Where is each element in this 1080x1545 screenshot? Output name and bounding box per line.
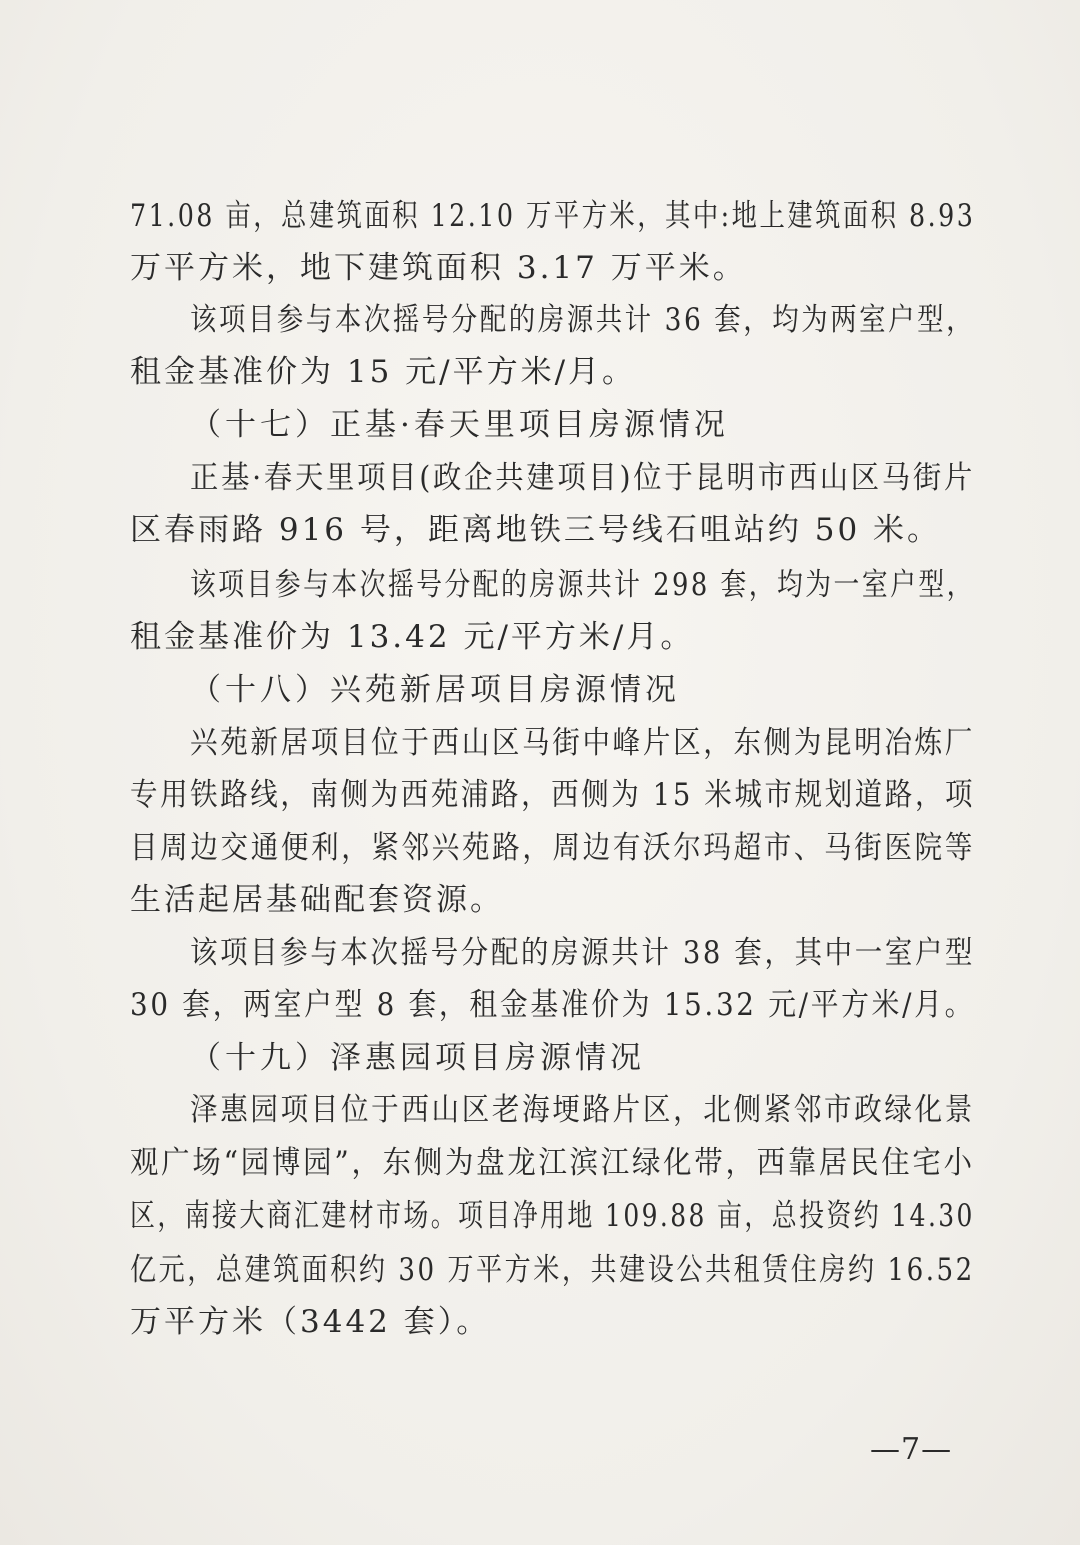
- page-number: —7—: [870, 1432, 953, 1467]
- text-line: 租金基准价为 15 元/平方米/月。: [130, 354, 637, 390]
- text-line: 亿元，总建筑面积约 30 万平方米，共建设公共租赁住房约 16.52: [130, 1252, 975, 1288]
- section-heading: （十七）正基·春天里项目房源情况: [190, 407, 729, 443]
- text-line: 租金基准价为 13.42 元/平方米/月。: [130, 619, 695, 655]
- section-heading: （十九）泽惠园项目房源情况: [190, 1040, 645, 1076]
- text-line: 区，南接大商汇建材市场。项目净用地 109.88 亩，总投资约 14.30: [130, 1198, 975, 1234]
- text-line: 万平方米，地下建筑面积 3.17 万平米。: [130, 250, 747, 286]
- text-line: 该项目参与本次摇号分配的房源共计 298 套，均为一室户型，: [190, 567, 975, 603]
- text-line: 71.08 亩，总建筑面积 12.10 万平方米，其中:地上建筑面积 8.93: [130, 198, 976, 234]
- text-line: 泽惠园项目位于西山区老海埂路片区，北侧紧邻市政绿化景: [190, 1092, 975, 1128]
- text-line: 万平方米（3442 套）。: [130, 1304, 491, 1340]
- text-line: 专用铁路线，南侧为西苑浦路，西侧为 15 米城市规划道路，项: [130, 777, 976, 813]
- text-line: 该项目参与本次摇号分配的房源共计 38 套，其中一室户型: [190, 935, 976, 971]
- section-heading: （十八）兴苑新居项目房源情况: [190, 672, 680, 708]
- text-line: 该项目参与本次摇号分配的房源共计 36 套，均为两室户型，: [190, 302, 976, 338]
- text-line: 生活起居基础配套资源。: [130, 882, 504, 918]
- text-line: 30 套，两室户型 8 套，租金基准价为 15.32 元/平方米/月。: [130, 987, 976, 1023]
- text-line: 观广场“园博园”，东侧为盘龙江滨江绿化带，西靠居民住宅小: [130, 1145, 975, 1181]
- text-line: 区春雨路 916 号，距离地铁三号线石咀站约 50 米。: [130, 512, 942, 548]
- text-line: 兴苑新居项目位于西山区马街中峰片区，东侧为昆明冶炼厂: [190, 725, 975, 761]
- text-line: 正基·春天里项目(政企共建项目)位于昆明市西山区马街片: [190, 460, 976, 496]
- text-line: 目周边交通便利，紧邻兴苑路，周边有沃尔玛超市、马街医院等: [130, 830, 975, 866]
